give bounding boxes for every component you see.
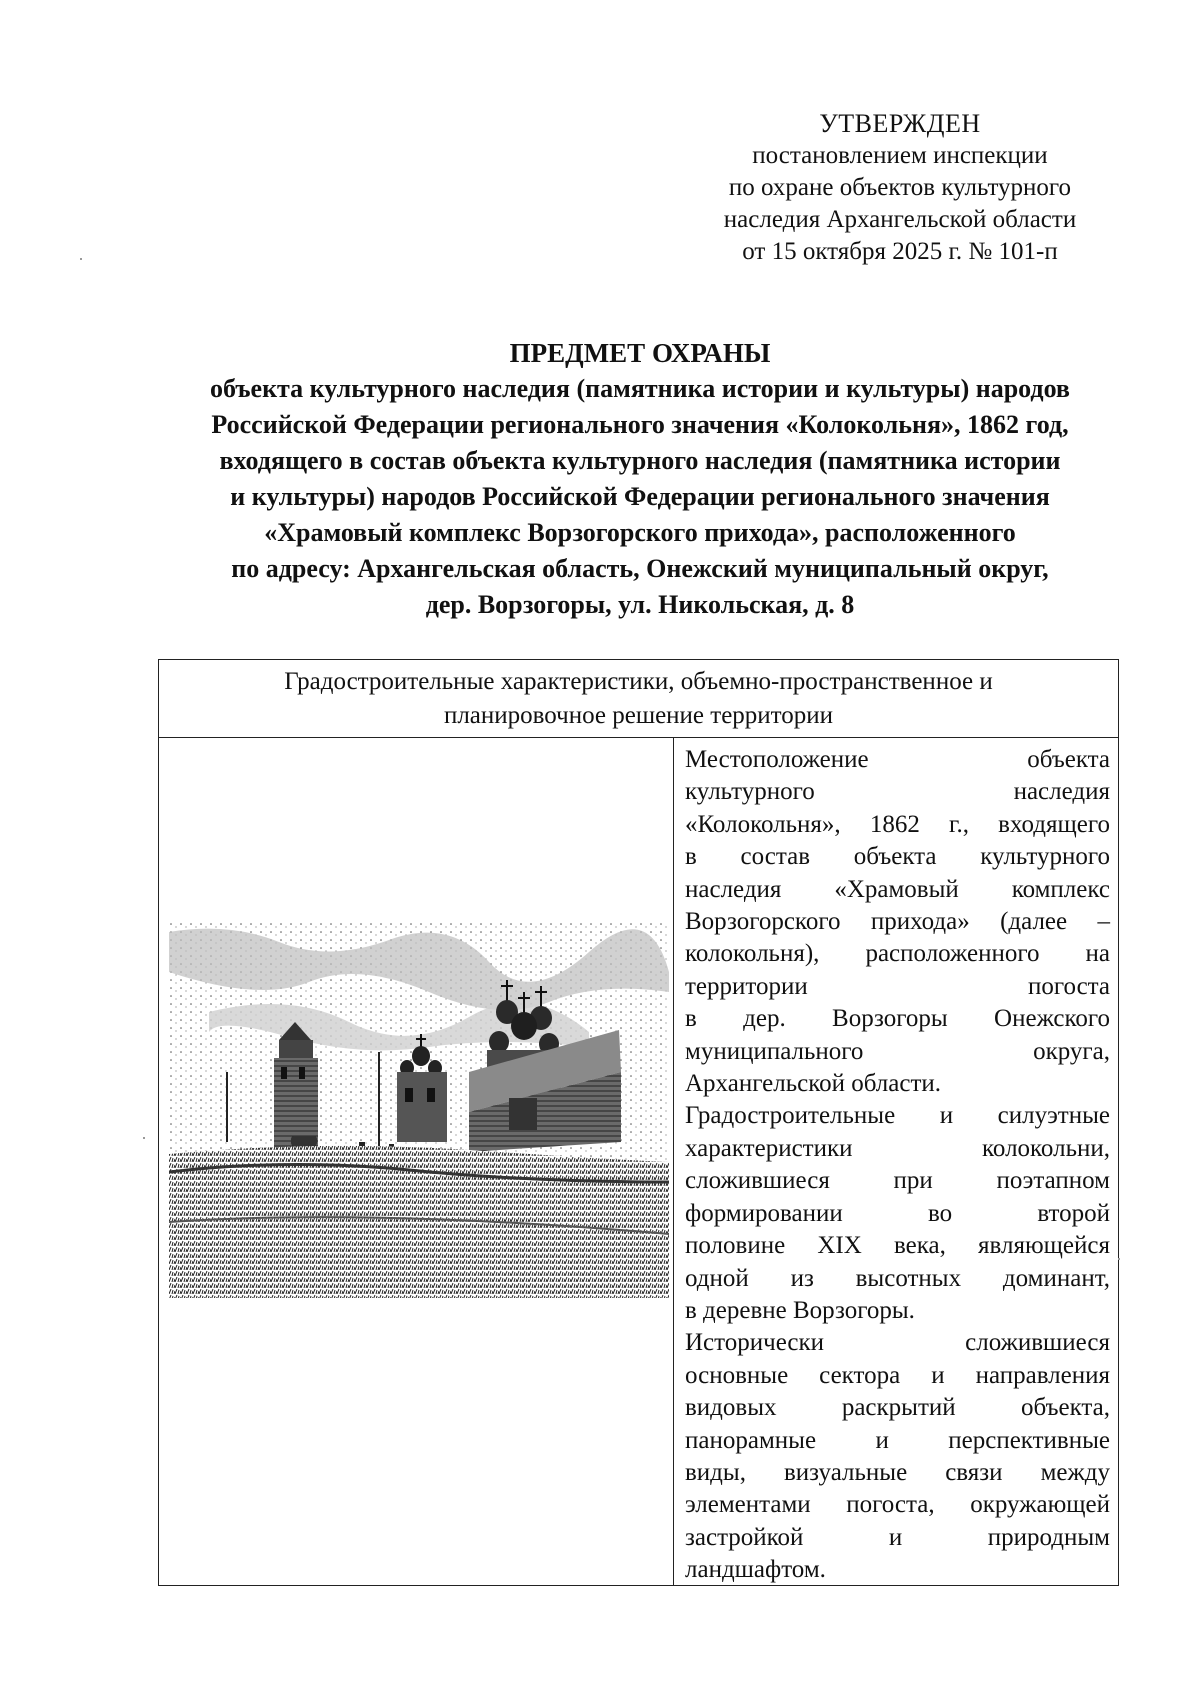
text-line: половине XIX века, являющейся bbox=[685, 1232, 1110, 1260]
scan-speck bbox=[143, 1137, 145, 1139]
text-line: в дер. Ворзогоры Онежского bbox=[685, 1005, 1110, 1033]
text-line: формировании во второй bbox=[685, 1199, 1110, 1227]
description-paragraph-views bbox=[685, 1327, 1110, 1586]
text-line: видовых раскрытий объекта, bbox=[685, 1394, 1110, 1422]
text-line: в деревне Ворзогоры. bbox=[685, 1296, 915, 1324]
approval-title: УТВЕРЖДЕН bbox=[819, 109, 981, 138]
church-photo bbox=[169, 922, 669, 1298]
text-line: сложившиеся при поэтапном bbox=[685, 1167, 1110, 1195]
text-line: виды, визуальные связи между bbox=[685, 1458, 1110, 1486]
document-heading bbox=[150, 335, 1130, 623]
text-line: элементами погоста, окружающей bbox=[685, 1491, 1110, 1519]
text-line: культурного наследия bbox=[685, 778, 1110, 806]
description-paragraph-characteristics bbox=[685, 1100, 1110, 1327]
text-line: ландшафтом. bbox=[685, 1556, 826, 1584]
heading-line: дер. Ворзогоры, ул. Никольская, д. 8 bbox=[425, 590, 855, 619]
scan-speck bbox=[1118, 1258, 1120, 1260]
text-line: Исторически сложившиеся bbox=[685, 1329, 1110, 1357]
text-line: застройкой и природным bbox=[685, 1523, 1110, 1551]
text-line: колокольня), расположенного на bbox=[685, 940, 1110, 968]
approval-date-line: от 15 октября 2025 г. № 101-п bbox=[742, 238, 1058, 265]
document-title: ПРЕДМЕТ ОХРАНЫ bbox=[509, 338, 771, 368]
table-header-line: Градостроительные характеристики, объемно-пространственное и bbox=[284, 668, 993, 695]
description-paragraph-location bbox=[685, 744, 1110, 1100]
text-line: основные сектора и направления bbox=[685, 1361, 1110, 1389]
text-line: Градостроительные и силуэтные bbox=[685, 1102, 1110, 1130]
approval-block bbox=[690, 108, 1110, 268]
heading-line: входящего в состав объекта культурного наследия (памятника истории bbox=[219, 446, 1061, 475]
text-line: территории погоста bbox=[685, 972, 1110, 1000]
table-header-line: планировочное решение территории bbox=[443, 702, 834, 729]
protection-table bbox=[158, 659, 1119, 1586]
column-divider bbox=[673, 738, 674, 1585]
approval-line: наследия Архангельской области bbox=[723, 206, 1077, 233]
description-text bbox=[685, 744, 1110, 1587]
text-line: характеристики колокольни, bbox=[685, 1134, 1110, 1162]
text-line: муниципального округа, bbox=[685, 1037, 1110, 1065]
approval-line: постановлением инспекции bbox=[752, 142, 1048, 169]
table-header bbox=[159, 660, 1118, 738]
text-line: Архангельской области. bbox=[685, 1070, 942, 1098]
heading-line: по адресу: Архангельская область, Онежский муниципальный округ, bbox=[231, 554, 1049, 583]
heading-line: Российской Федерации регионального значения «Колокольня», 1862 год, bbox=[211, 410, 1069, 439]
heading-line: и культуры) народов Российской Федерации регионального значения bbox=[230, 482, 1050, 511]
text-line: в состав объекта культурного bbox=[685, 843, 1110, 871]
text-line: одной из высотных доминант, bbox=[685, 1264, 1110, 1292]
approval-line: по охране объектов культурного bbox=[728, 174, 1072, 201]
heading-line: «Храмовый комплекс Ворзогорского прихода», расположенного bbox=[264, 518, 1016, 547]
heading-line: объекта культурного наследия (памятника истории и культуры) народов bbox=[210, 374, 1070, 403]
text-line: Местоположение объекта bbox=[685, 746, 1110, 773]
text-line: наследия «Храмовый комплекс bbox=[685, 875, 1110, 903]
text-line: Ворзогорского прихода» (далее – bbox=[685, 908, 1110, 936]
text-line: «Колокольня», 1862 г., входящего bbox=[685, 810, 1110, 838]
scan-speck bbox=[80, 258, 82, 260]
text-line: панорамные и перспективные bbox=[685, 1426, 1110, 1454]
